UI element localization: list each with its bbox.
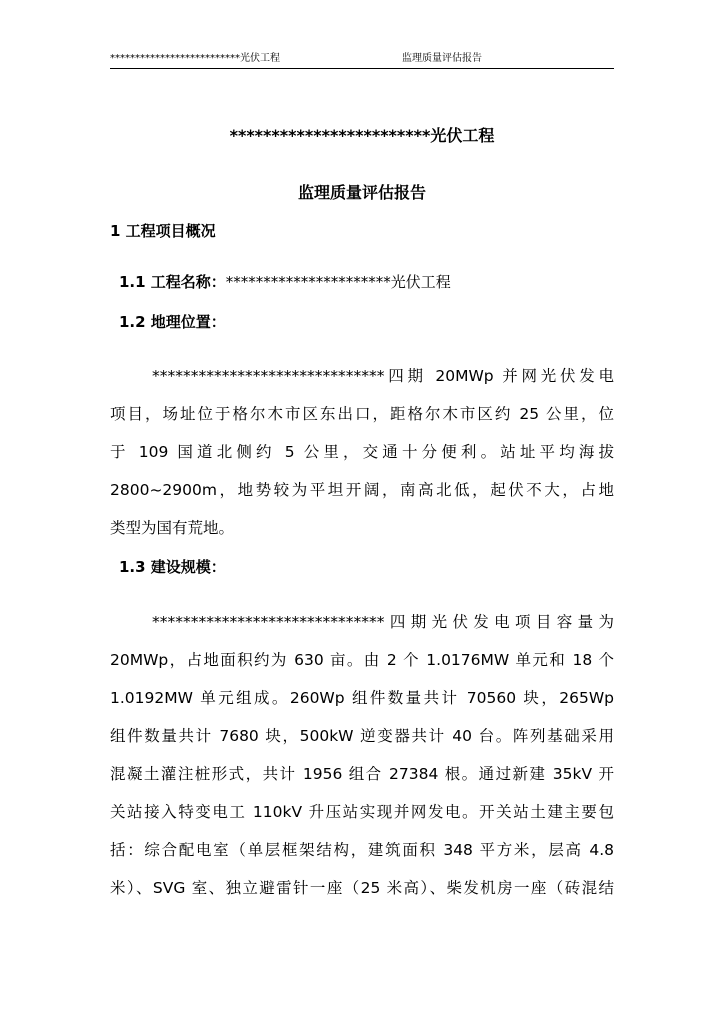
- paragraph-line: ******************************四期光伏发电项目容量为: [152, 613, 614, 631]
- subsection-label: 1.1 工程名称：: [119, 273, 226, 291]
- paragraph-line: 1.0192MW 单元组成。260Wp 组件数量共计 70560 块，265Wp: [110, 689, 614, 707]
- header-project-name: **************************光伏工程: [110, 53, 280, 64]
- document-title-project: ************************光伏工程: [229, 126, 495, 145]
- subsection-project-name: [119, 271, 451, 292]
- paragraph-line: 2800~2900m，地势较为平坦开阔，南高北低，起伏不大，占地: [110, 481, 614, 499]
- paragraph-line: 关站接入特变电工 110kV 升压站实现并网发电。开关站土建主要包: [110, 803, 614, 821]
- subsection-label: 1.2 地理位置：: [119, 313, 226, 331]
- paragraph-line: 项目，场址位于格尔木市区东出口，距格尔木市区约 25 公里，位: [110, 405, 614, 423]
- paragraph-line: 类型为国有荒地。: [110, 519, 235, 537]
- paragraph-line: 米）、SVG 室、独立避雷针一座（25 米高）、柴发机房一座（砖混结: [110, 879, 614, 897]
- document-title-report: 监理质量评估报告: [297, 183, 426, 202]
- section-heading-overview: 1 工程项目概况: [110, 222, 216, 240]
- page-header: [110, 52, 614, 69]
- paragraph-line: ******************************四期 20MWp 并网光伏发电: [152, 367, 614, 385]
- header-report-title: 监理质量评估报告: [402, 53, 482, 64]
- project-name-value: **********************光伏工程: [225, 273, 451, 291]
- subsection-label: 1.3 建设规模：: [119, 558, 226, 576]
- paragraph-line: 组件数量共计 7680 块，500kW 逆变器共计 40 台。阵列基础采用: [110, 727, 614, 745]
- subsection-location: [119, 311, 226, 332]
- paragraph-line: 于 109 国道北侧约 5 公里，交通十分便利。站址平均海拔: [110, 443, 614, 461]
- paragraph-line: 混凝土灌注桩形式，共计 1956 组合 27384 根。通过新建 35kV 开: [110, 765, 614, 783]
- paragraph-line: 20MWp，占地面积约为 630 亩。由 2 个 1.0176MW 单元和 18 个: [110, 651, 614, 669]
- subsection-scale: [119, 556, 226, 577]
- paragraph-line: 括：综合配电室（单层框架结构，建筑面积 348 平方米，层高 4.8: [110, 841, 614, 859]
